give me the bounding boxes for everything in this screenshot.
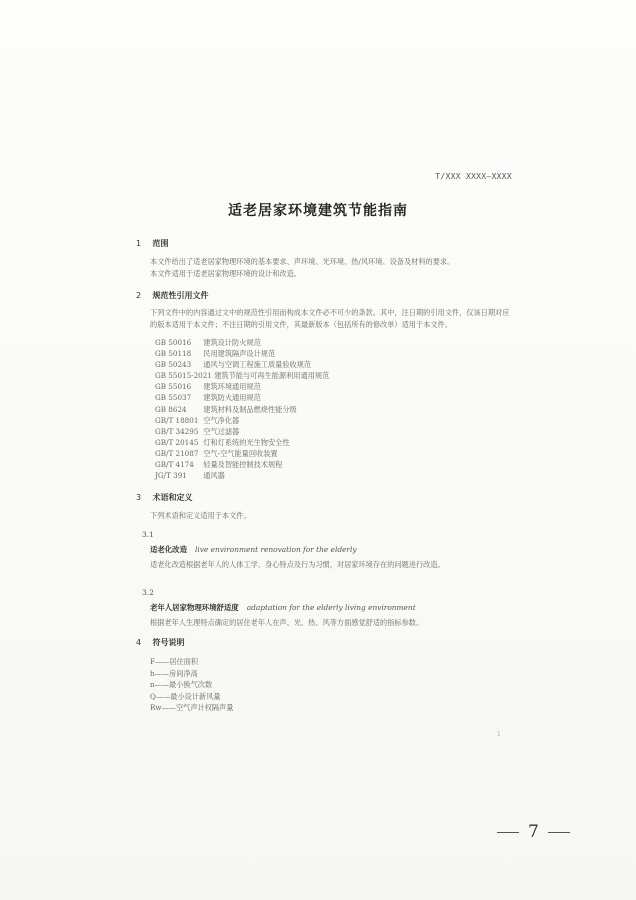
- paragraph: 下列文件中的内容通过文中的规范性引用而构成本文件必不可少的条款。其中，注日期的引用文件，仅该日期对应的版本适用于本文件；不注日期的引用文件，其最新版本（包括所有的修改单）适用于本文件。: [150, 308, 510, 329]
- section-number: 2: [136, 291, 142, 300]
- reference-item: [155, 426, 515, 437]
- reference-item: [155, 459, 515, 470]
- page-number-value: 7: [528, 822, 539, 842]
- dash-left: [497, 832, 519, 833]
- section-1-heading: [136, 238, 169, 249]
- reference-item: [155, 470, 515, 481]
- paragraph: 本文件适用于适老居家物理环境的设计和改造。: [150, 269, 301, 278]
- reference-name: 建筑设计防火规范: [203, 338, 261, 347]
- reference-item: [155, 404, 515, 415]
- term-entry: [150, 544, 357, 555]
- reference-name: 空气净化器: [203, 415, 240, 425]
- reference-list: [155, 337, 515, 481]
- section-1-body: [136, 256, 516, 280]
- reference-item: [155, 359, 515, 370]
- symbol-item: h——房间净高: [150, 668, 198, 678]
- reference-code: GB 50016: [155, 338, 192, 347]
- reference-code: GB/T 34295: [155, 426, 199, 436]
- section-title: 符号说明: [152, 638, 185, 647]
- term-english: live environment renovation for the elderly: [194, 545, 357, 554]
- symbol-list: [150, 656, 233, 714]
- paragraph: 下列术语和定义适用于本文件。: [150, 511, 251, 520]
- reference-name: 通风器: [203, 471, 225, 481]
- reference-item: [155, 370, 515, 381]
- term-definition: 根据老年人生理特点确定的居住老年人在声、光、热、风等方面感觉舒适的指标参数。: [150, 618, 424, 627]
- section-title: 范围: [152, 239, 169, 248]
- reference-item: [155, 448, 515, 459]
- reference-name: 建筑材料及制品燃烧性能分级: [203, 404, 297, 414]
- document-title: 适老居家环境建筑节能指南: [228, 203, 408, 219]
- paragraph: 本文件给出了适老居家物理环境的基本要求、声环境、光环境、热/风环境、设备及材料的要求。: [150, 257, 455, 266]
- reference-code: GB 55015-2021: [155, 371, 212, 381]
- section-title: 术语和定义: [152, 493, 193, 502]
- section-number: 1: [136, 239, 142, 248]
- term-chinese: 适老化改造: [150, 545, 187, 554]
- section-3-heading: [136, 492, 193, 503]
- term-chinese: 老年人居家物理环境舒适度: [150, 603, 239, 612]
- section-2-intro: [136, 307, 516, 331]
- reference-code: GB 55037: [155, 393, 192, 403]
- document-code: T/XXX XXXX—XXXX: [435, 172, 512, 181]
- symbol-item: F——居住面积: [150, 657, 199, 666]
- reference-name: 建筑节能与可再生能源利用通用规范: [214, 371, 330, 381]
- term-number: 3.1: [142, 530, 154, 539]
- reference-name: 民用建筑隔声设计规范: [203, 349, 276, 359]
- symbol-item: n——最小换气次数: [150, 680, 213, 689]
- corner-mark: 1: [497, 731, 501, 738]
- section-number: 4: [136, 638, 142, 647]
- reference-code: GB/T 20145: [155, 437, 199, 447]
- reference-item: [155, 437, 515, 448]
- reference-code: GB 55016: [155, 382, 192, 392]
- section-title: 规范性引用文件: [152, 291, 209, 300]
- dash-right: [548, 832, 570, 833]
- symbol-item: Rw——空气声计权隔声量: [150, 703, 234, 712]
- reference-name: 通风与空调工程施工质量验收规范: [203, 360, 312, 370]
- section-4-heading: [136, 637, 185, 648]
- reference-item: [155, 392, 515, 403]
- page-number: [488, 822, 579, 842]
- reference-code: GB/T 4174: [155, 460, 194, 470]
- reference-item: [155, 337, 515, 348]
- reference-code: GB 50243: [155, 360, 192, 370]
- reference-name: 建筑防火通用规范: [203, 393, 261, 403]
- reference-code: GB/T 21087: [155, 448, 199, 458]
- section-number: 3: [136, 493, 142, 502]
- reference-name: 轻量及智能控制技术规程: [203, 460, 283, 470]
- reference-item: [155, 415, 515, 426]
- reference-name: 灯和灯系统的光生物安全性: [203, 437, 290, 447]
- term-definition: 适老化改造根据老年人的人体工学、身心特点及行为习惯，对居家环境存在的问题进行改造。: [150, 560, 445, 569]
- reference-item: [155, 348, 515, 359]
- symbol-item: Q——最小设计新风量: [150, 691, 221, 701]
- section-3-intro: [136, 510, 516, 522]
- section-2-heading: [136, 290, 209, 301]
- reference-code: GB 8624: [155, 404, 187, 414]
- reference-code: GB 50118: [155, 349, 192, 359]
- reference-name: 空气过滤器: [203, 426, 240, 436]
- reference-name: 空气-空气能量回收装置: [203, 448, 278, 458]
- reference-name: 建筑环境通用规范: [203, 382, 261, 392]
- term-number: 3.2: [142, 588, 154, 597]
- term-english: adaptation for the elderly living environment: [246, 603, 416, 612]
- reference-code: JG/T 391: [155, 471, 187, 481]
- term-entry: [150, 602, 416, 613]
- reference-item: [155, 381, 515, 392]
- reference-code: GB/T 18801: [155, 415, 199, 425]
